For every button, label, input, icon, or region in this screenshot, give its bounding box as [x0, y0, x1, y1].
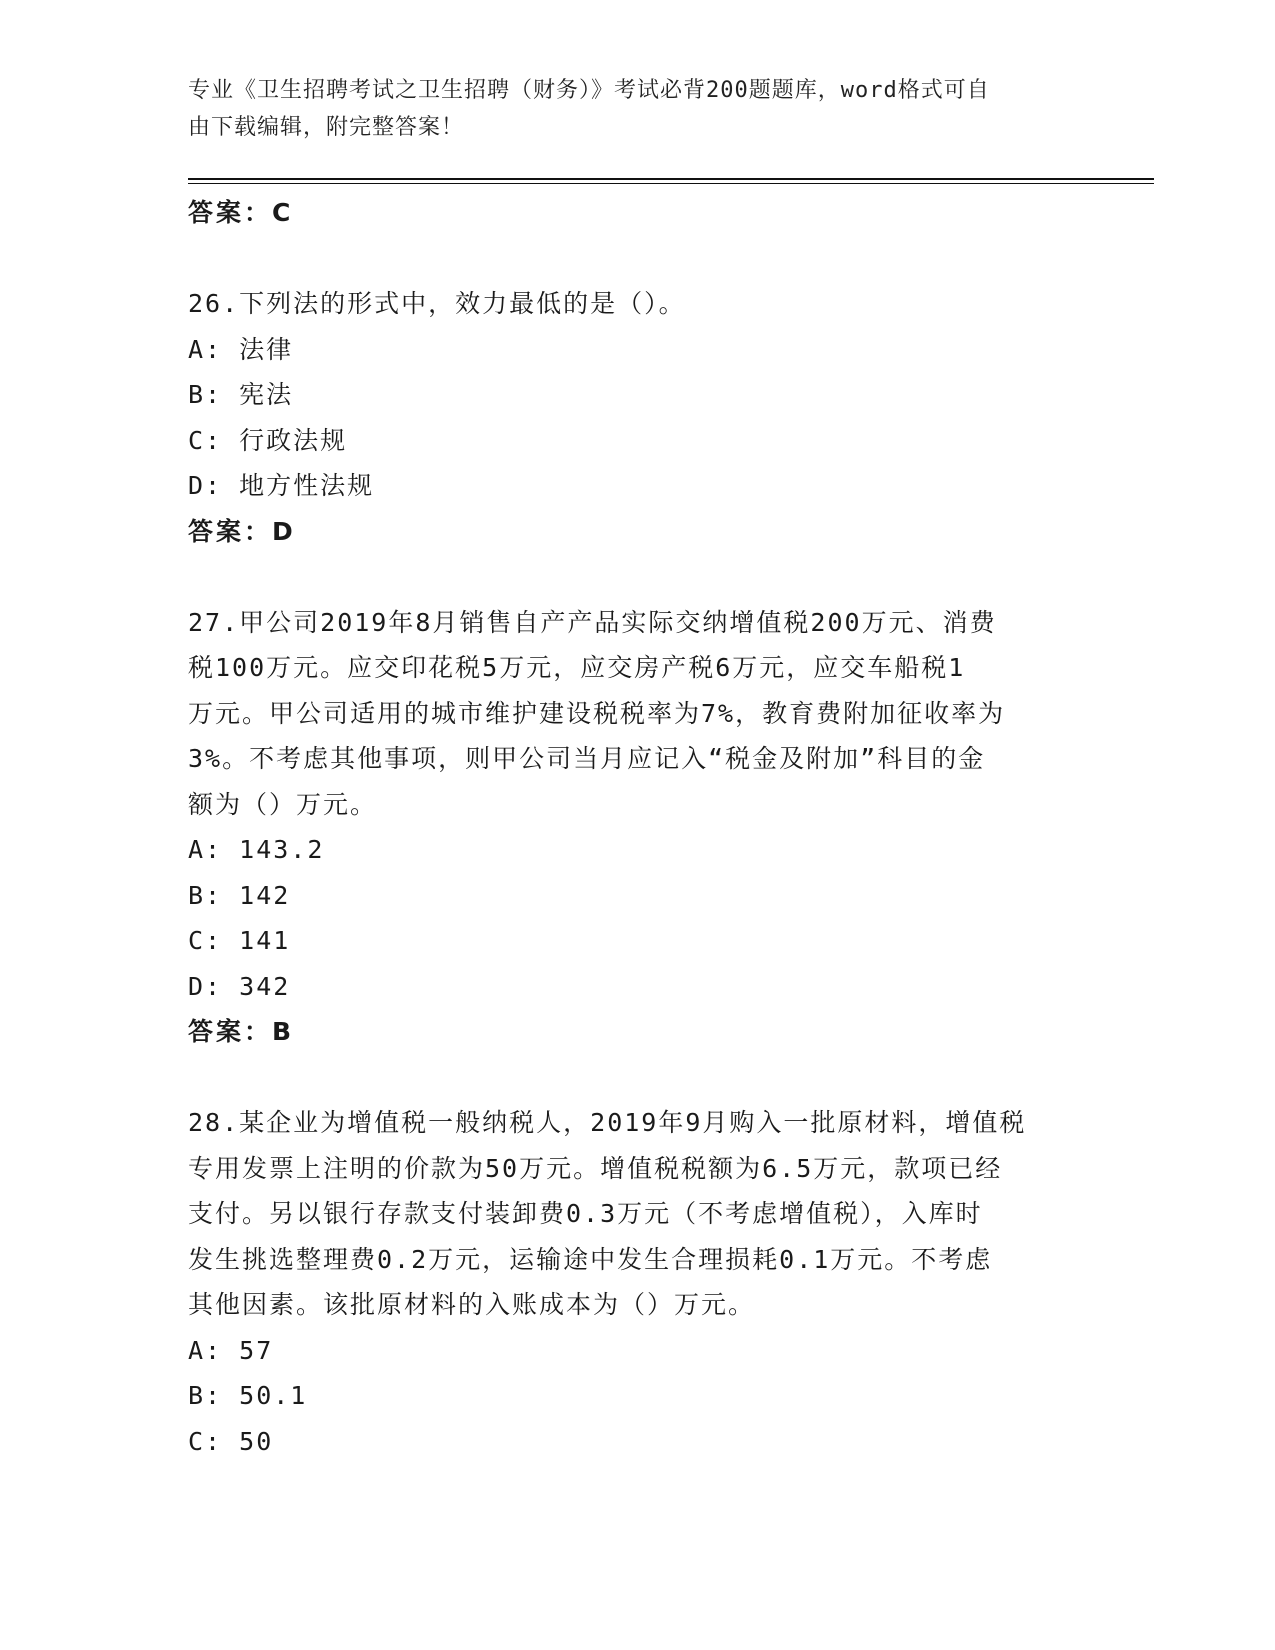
question-26-option-c: C: 行政法规: [188, 425, 348, 455]
question-26: [188, 281, 1088, 555]
question-26-option-a: A: 法律: [188, 334, 294, 364]
question-28-stem-line-3: 支付。另以银行存款支付装卸费0.3万元（不考虑增值税），入库时: [188, 1199, 983, 1228]
header-rule-thick: [188, 178, 1154, 180]
question-list: [188, 190, 1088, 1464]
question-27-answer: 答案：B: [188, 1017, 295, 1046]
header-line-1: 专业《卫生招聘考试之卫生招聘（财务）》考试必背200题题库，word格式可自: [188, 78, 990, 103]
question-27-stem-line-2: 税100万元。应交印花税5万元，应交房产税6万元，应交车船税1: [188, 653, 966, 682]
header-rule-thin: [188, 183, 1154, 184]
question-27-option-a: A: 143.2: [188, 835, 325, 864]
question-28-stem-line-5: 其他因素。该批原材料的入账成本为（）万元。: [188, 1290, 756, 1319]
spacer: [188, 236, 1088, 281]
question-26-option-b: B: 宪法: [188, 380, 294, 409]
question-28: [188, 1100, 1088, 1464]
question-26-option-d: D: 地方性法规: [188, 471, 375, 500]
question-27-option-c: C: 141: [188, 926, 291, 955]
question-26-stem: 26.下列法的形式中，效力最低的是（）。: [188, 289, 686, 318]
spacer: [188, 1055, 1088, 1100]
question-28-stem-line-1: 28.某企业为增值税一般纳税人，2019年9月购入一批原材料，增值税: [188, 1108, 1027, 1137]
header-line-2: 由下载编辑，附完整答案！: [188, 115, 465, 140]
question-27-stem-line-3: 万元。甲公司适用的城市维护建设税税率为7%，教育费附加征收率为: [188, 698, 1006, 728]
question-28-stem-line-2: 专用发票上注明的价款为50万元。增值税税额为6.5万元，款项已经: [188, 1153, 1003, 1183]
answer-25: 答案：C: [188, 198, 294, 227]
question-27-stem-line-5: 额为（）万元。: [188, 789, 378, 819]
question-27-stem-line-4: 3%。不考虑其他事项，则甲公司当月应记入“税金及附加”科目的金: [188, 744, 986, 773]
question-28-option-b: B: 50.1: [188, 1381, 308, 1410]
question-26-answer: 答案：D: [188, 516, 296, 546]
question-28-option-a: A: 57: [188, 1335, 274, 1365]
question-27-option-d: D: 342: [188, 971, 291, 1001]
spacer: [188, 555, 1088, 600]
document-header: [188, 72, 1088, 146]
question-27: [188, 600, 1088, 1056]
question-28-option-c: C: 50: [188, 1426, 274, 1456]
question-27-stem-line-1: 27.甲公司2019年8月销售自产产品实际交纳增值税200万元、消费: [188, 607, 997, 637]
question-28-stem-line-4: 发生挑选整理费0.2万元，运输途中发生合理损耗0.1万元。不考虑: [188, 1244, 993, 1274]
question-27-option-b: B: 142: [188, 880, 291, 910]
